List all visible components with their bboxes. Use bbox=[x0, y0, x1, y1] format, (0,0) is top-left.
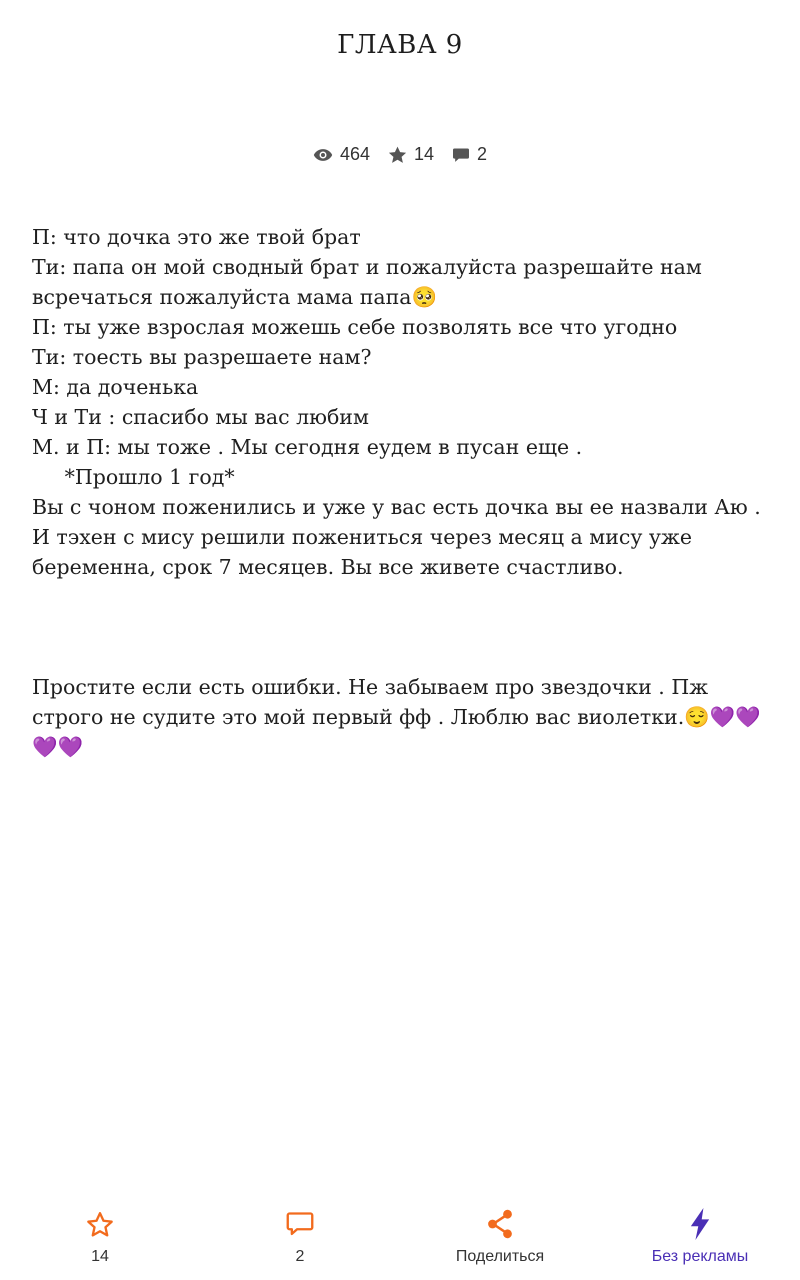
vote-count: 14 bbox=[91, 1248, 109, 1265]
comment-icon bbox=[452, 147, 470, 163]
comments-stat bbox=[452, 144, 487, 165]
lightning-icon bbox=[688, 1208, 712, 1240]
stars-count: 14 bbox=[414, 144, 435, 164]
chapter-title: ГЛАВА 9 bbox=[337, 30, 463, 60]
views-stat bbox=[313, 144, 370, 165]
comment-button[interactable] bbox=[200, 1206, 400, 1280]
star-icon bbox=[388, 146, 407, 164]
chapter-stats bbox=[0, 144, 800, 165]
share-icon bbox=[486, 1209, 514, 1239]
share-label: Поделиться bbox=[455, 1248, 545, 1265]
paragraph-spacer bbox=[32, 582, 772, 672]
comments-count: 2 bbox=[477, 144, 488, 164]
views-count: 464 bbox=[339, 144, 370, 164]
comment-outline-icon bbox=[286, 1211, 314, 1237]
vote-button[interactable] bbox=[0, 1206, 200, 1280]
ad-free-button[interactable] bbox=[600, 1206, 800, 1280]
author-note: Простите если есть ошибки. Не забываем про звездочки . Пж строго не судите это мой первый фф . Люблю вас виолетки.😌💜💜💜💜 bbox=[32, 675, 761, 759]
bottom-action-bar bbox=[0, 1206, 800, 1280]
eye-icon bbox=[313, 148, 333, 162]
ad-free-label: Без рекламы bbox=[651, 1248, 749, 1265]
stars-stat bbox=[388, 144, 434, 165]
comment-count: 2 bbox=[295, 1248, 305, 1265]
share-button[interactable] bbox=[400, 1206, 600, 1280]
chapter-body bbox=[32, 222, 772, 762]
story-paragraph: П: что дочка это же твой брат Ти: папа он мой сводный брат и пожалуйста разрешайте нам всречаться пожалуйста мама папа🥺 П: ты уже взрослая можешь себе позволять все что угодно Ти: тоесть вы разрешаете нам? М: да доченька Ч и Ти : спасибо мы вас любим М. и П: мы тоже . Мы сегодня еудем в пусан еще . *Прошло 1 год* Вы с чоном поженились и уже у вас есть дочка вы ее назвали Аю . И тэхен с мису решили пожениться через месяц а мису уже беременна, срок 7 месяцев. Вы все живете счастливо. bbox=[32, 225, 761, 579]
star-outline-icon bbox=[86, 1211, 114, 1238]
